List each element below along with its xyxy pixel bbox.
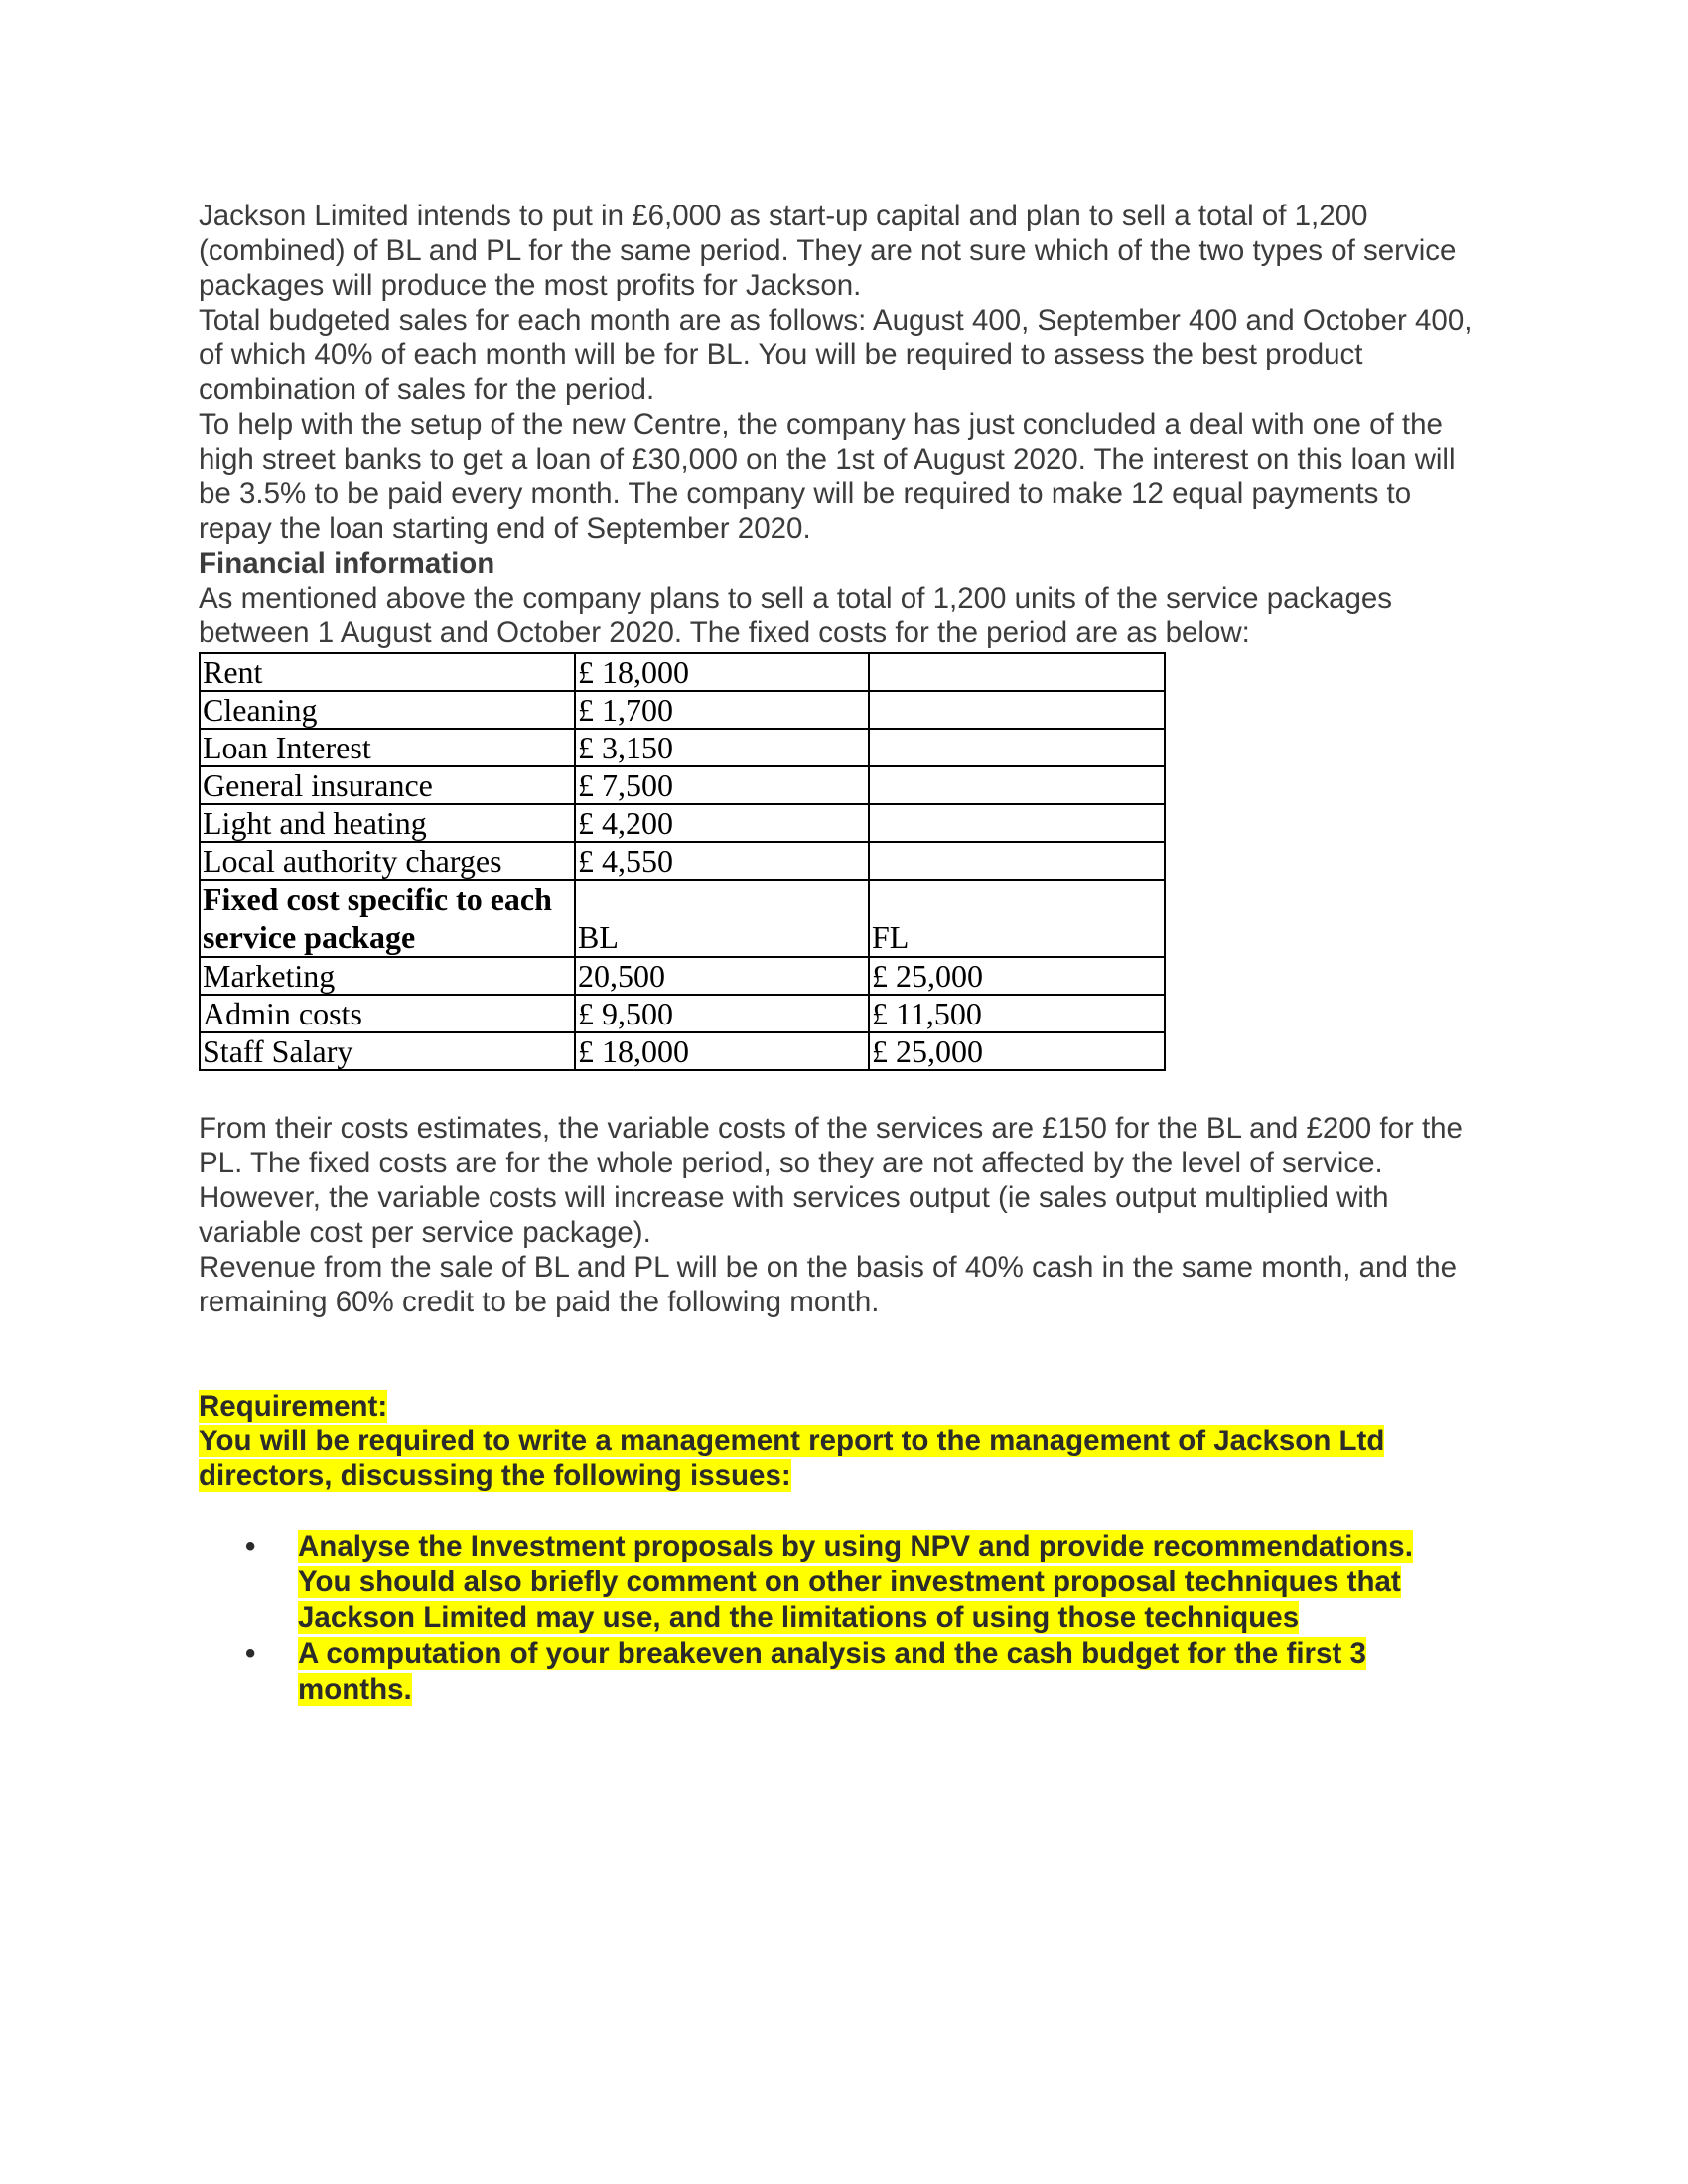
empty-cell bbox=[869, 766, 1165, 804]
fl-amount: £ 11,500 bbox=[869, 995, 1165, 1032]
bullet-line: months. bbox=[298, 1673, 412, 1706]
financial-heading: Financial information bbox=[199, 547, 495, 580]
bullet-line: Jackson Limited may use, and the limitations of using those techniques bbox=[298, 1601, 1300, 1634]
bullet-line: Analyse the Investment proposals by using NPV and provide recommendations. bbox=[298, 1530, 1413, 1563]
intro-paragraph-2: Total budgeted sales for each month are as follows: August 400, September 400 and October 400, of which 40% of each month will be for BL. You will be required to assess the best product combination of sales for the period. bbox=[199, 304, 1473, 406]
table-row bbox=[200, 842, 1165, 880]
list-item bbox=[199, 1636, 1489, 1707]
intro-paragraph-1: Jackson Limited intends to put in £6,000 as start-up capital and plan to sell a total of 1,200 (combined) of BL and PL for the same period. They are not sure which of the two types of service packages will produce the most profits for Jackson. bbox=[199, 200, 1457, 302]
cost-amount: £ 1,700 bbox=[575, 691, 869, 729]
table-row bbox=[200, 957, 1165, 995]
bl-amount: £ 9,500 bbox=[575, 995, 869, 1032]
cost-label: Cleaning bbox=[200, 691, 575, 729]
bullet-line: A computation of your breakeven analysis and the cash budget for the first 3 bbox=[298, 1637, 1366, 1670]
bl-amount: 20,500 bbox=[575, 957, 869, 995]
requirement-line: directors, discussing the following issues: bbox=[199, 1459, 791, 1492]
table-row bbox=[200, 995, 1165, 1032]
variable-costs-paragraph: From their costs estimates, the variable costs of the services are £150 for the BL and £200 for the PL. The fixed costs are for the whole period, so they are not affected by the level of service. However, the variable costs will increase with services output (ie sales output multiplied with variable cost per service package). bbox=[199, 1112, 1463, 1249]
bl-amount: £ 18,000 bbox=[575, 1032, 869, 1070]
table-row bbox=[200, 1032, 1165, 1070]
spacer bbox=[199, 1319, 1489, 1389]
empty-cell bbox=[869, 729, 1165, 766]
cost-amount: £ 7,500 bbox=[575, 766, 869, 804]
header-line-1: Fixed cost specific to each bbox=[203, 882, 552, 917]
requirement-text bbox=[199, 1424, 1489, 1493]
empty-cell bbox=[869, 804, 1165, 842]
revenue-paragraph: Revenue from the sale of BL and PL will be on the basis of 40% cash in the same month, and the remaining 60% credit to be paid the following month. bbox=[199, 1251, 1458, 1318]
specific-costs-header bbox=[200, 880, 575, 957]
header-line-2: service package bbox=[203, 919, 416, 955]
column-header-bl: BL bbox=[575, 880, 869, 957]
cost-amount: £ 3,150 bbox=[575, 729, 869, 766]
bullet-icon: • bbox=[245, 1530, 256, 1563]
table-row bbox=[200, 766, 1165, 804]
fixed-costs-table bbox=[199, 652, 1166, 1071]
requirement-heading: Requirement: bbox=[199, 1390, 388, 1423]
table-row bbox=[200, 804, 1165, 842]
table-row bbox=[200, 729, 1165, 766]
requirement-list bbox=[199, 1529, 1489, 1707]
financial-paragraph: As mentioned above the company plans to sell a total of 1,200 units of the service packages between 1 August and October 2020. The fixed costs for the period are as below: bbox=[199, 582, 1393, 649]
bullet-icon: • bbox=[245, 1637, 256, 1670]
table-header-row bbox=[200, 880, 1165, 957]
intro-paragraph-3: To help with the setup of the new Centre, the company has just concluded a deal with one of the high street banks to get a loan of £30,000 on the 1st of August 2020. The interest on this loan will be 3.5% to be paid every month. The company will be required to make 12 equal payments to repay the loan starting end of September 2020. bbox=[199, 408, 1456, 545]
table-row bbox=[200, 691, 1165, 729]
empty-cell bbox=[869, 653, 1165, 691]
cost-amount: £ 18,000 bbox=[575, 653, 869, 691]
cost-label: Rent bbox=[200, 653, 575, 691]
fl-amount: £ 25,000 bbox=[869, 957, 1165, 995]
cost-label: Local authority charges bbox=[200, 842, 575, 880]
cost-label: Light and heating bbox=[200, 804, 575, 842]
fl-amount: £ 25,000 bbox=[869, 1032, 1165, 1070]
cost-label: Staff Salary bbox=[200, 1032, 575, 1070]
empty-cell bbox=[869, 691, 1165, 729]
cost-label: General insurance bbox=[200, 766, 575, 804]
spacer bbox=[199, 1071, 1489, 1111]
cost-label: Admin costs bbox=[200, 995, 575, 1032]
bullet-line: You should also briefly comment on other investment proposal techniques that bbox=[298, 1566, 1401, 1598]
cost-label: Marketing bbox=[200, 957, 575, 995]
cost-amount: £ 4,200 bbox=[575, 804, 869, 842]
cost-label: Loan Interest bbox=[200, 729, 575, 766]
column-header-fl: FL bbox=[869, 880, 1165, 957]
list-item bbox=[199, 1529, 1489, 1636]
empty-cell bbox=[869, 842, 1165, 880]
cost-amount: £ 4,550 bbox=[575, 842, 869, 880]
requirement-line: You will be required to write a management report to the management of Jackson Ltd bbox=[199, 1425, 1385, 1457]
page-content bbox=[199, 199, 1489, 1707]
table-row bbox=[200, 653, 1165, 691]
